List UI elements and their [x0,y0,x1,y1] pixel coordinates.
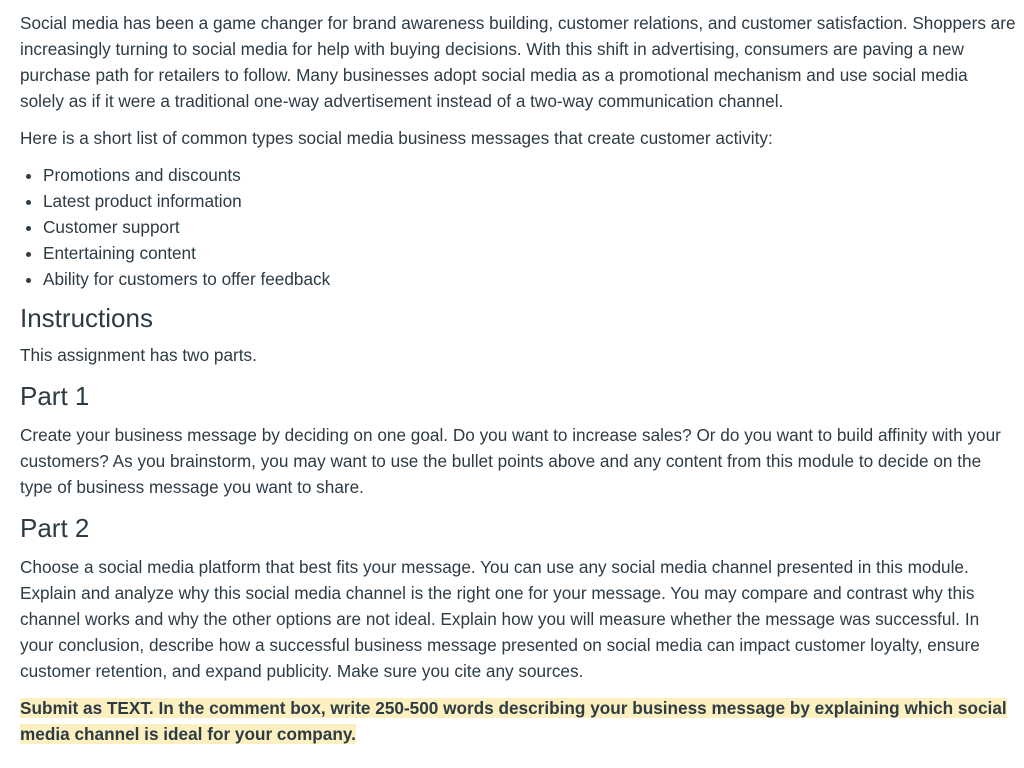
highlighted-submission-text: Submit as TEXT. In the comment box, write 250-500 words describing your business message by explaining which social media channel is ideal for your company. [20,698,1007,744]
message-types-list [20,162,1016,292]
part1-text: Create your business message by deciding on one goal. Do you want to increase sales? Or do you want to build affinity with your customers? As you brainstorm, you may want to use the bullet points above and any content from this module to decide on the type of business message you want to share. [20,425,1001,497]
part2-heading: Part 2 [20,513,90,543]
instructions-text: This assignment has two parts. [20,345,257,365]
list-item: • Customer support [43,214,1016,240]
list-item: • Ability for customers to offer feedback [43,266,1016,292]
instructions-heading: Instructions [20,303,153,333]
part1-heading: Part 1 [20,381,90,411]
list-item: • Latest product information [43,188,1016,214]
list-item: • Promotions and discounts [43,162,1016,188]
list-item: • Entertaining content [43,240,1016,266]
part2-text: Choose a social media platform that best fits your message. You can use any social media channel presented in this module. Explain and analyze why this social media channel is the right one for your message. You may compare and contrast why this channel works and why the other options are not ideal. Explain how you will measure whether the message was successful. In your conclusion, describe how a successful business message presented on social media can impact customer loyalty, ensure customer retention, and expand publicity. Make sure you cite any sources. [20,557,980,681]
intro-paragraph: Social media has been a game changer for brand awareness building, customer relations, and customer satisfaction. Shoppers are increasingly turning to social media for help with buying decisions. With this shift in advertising, consumers are paving a new purchase path for retailers to follow. Many businesses adopt social media as a promotional mechanism and use social media solely as if it were a traditional one-way advertisement instead of a two-way communication channel. [20,13,1016,111]
list-intro-text: Here is a short list of common types social media business messages that create customer activity: [20,128,773,148]
assignment-description [20,10,1016,747]
submission-instructions [20,695,1016,747]
